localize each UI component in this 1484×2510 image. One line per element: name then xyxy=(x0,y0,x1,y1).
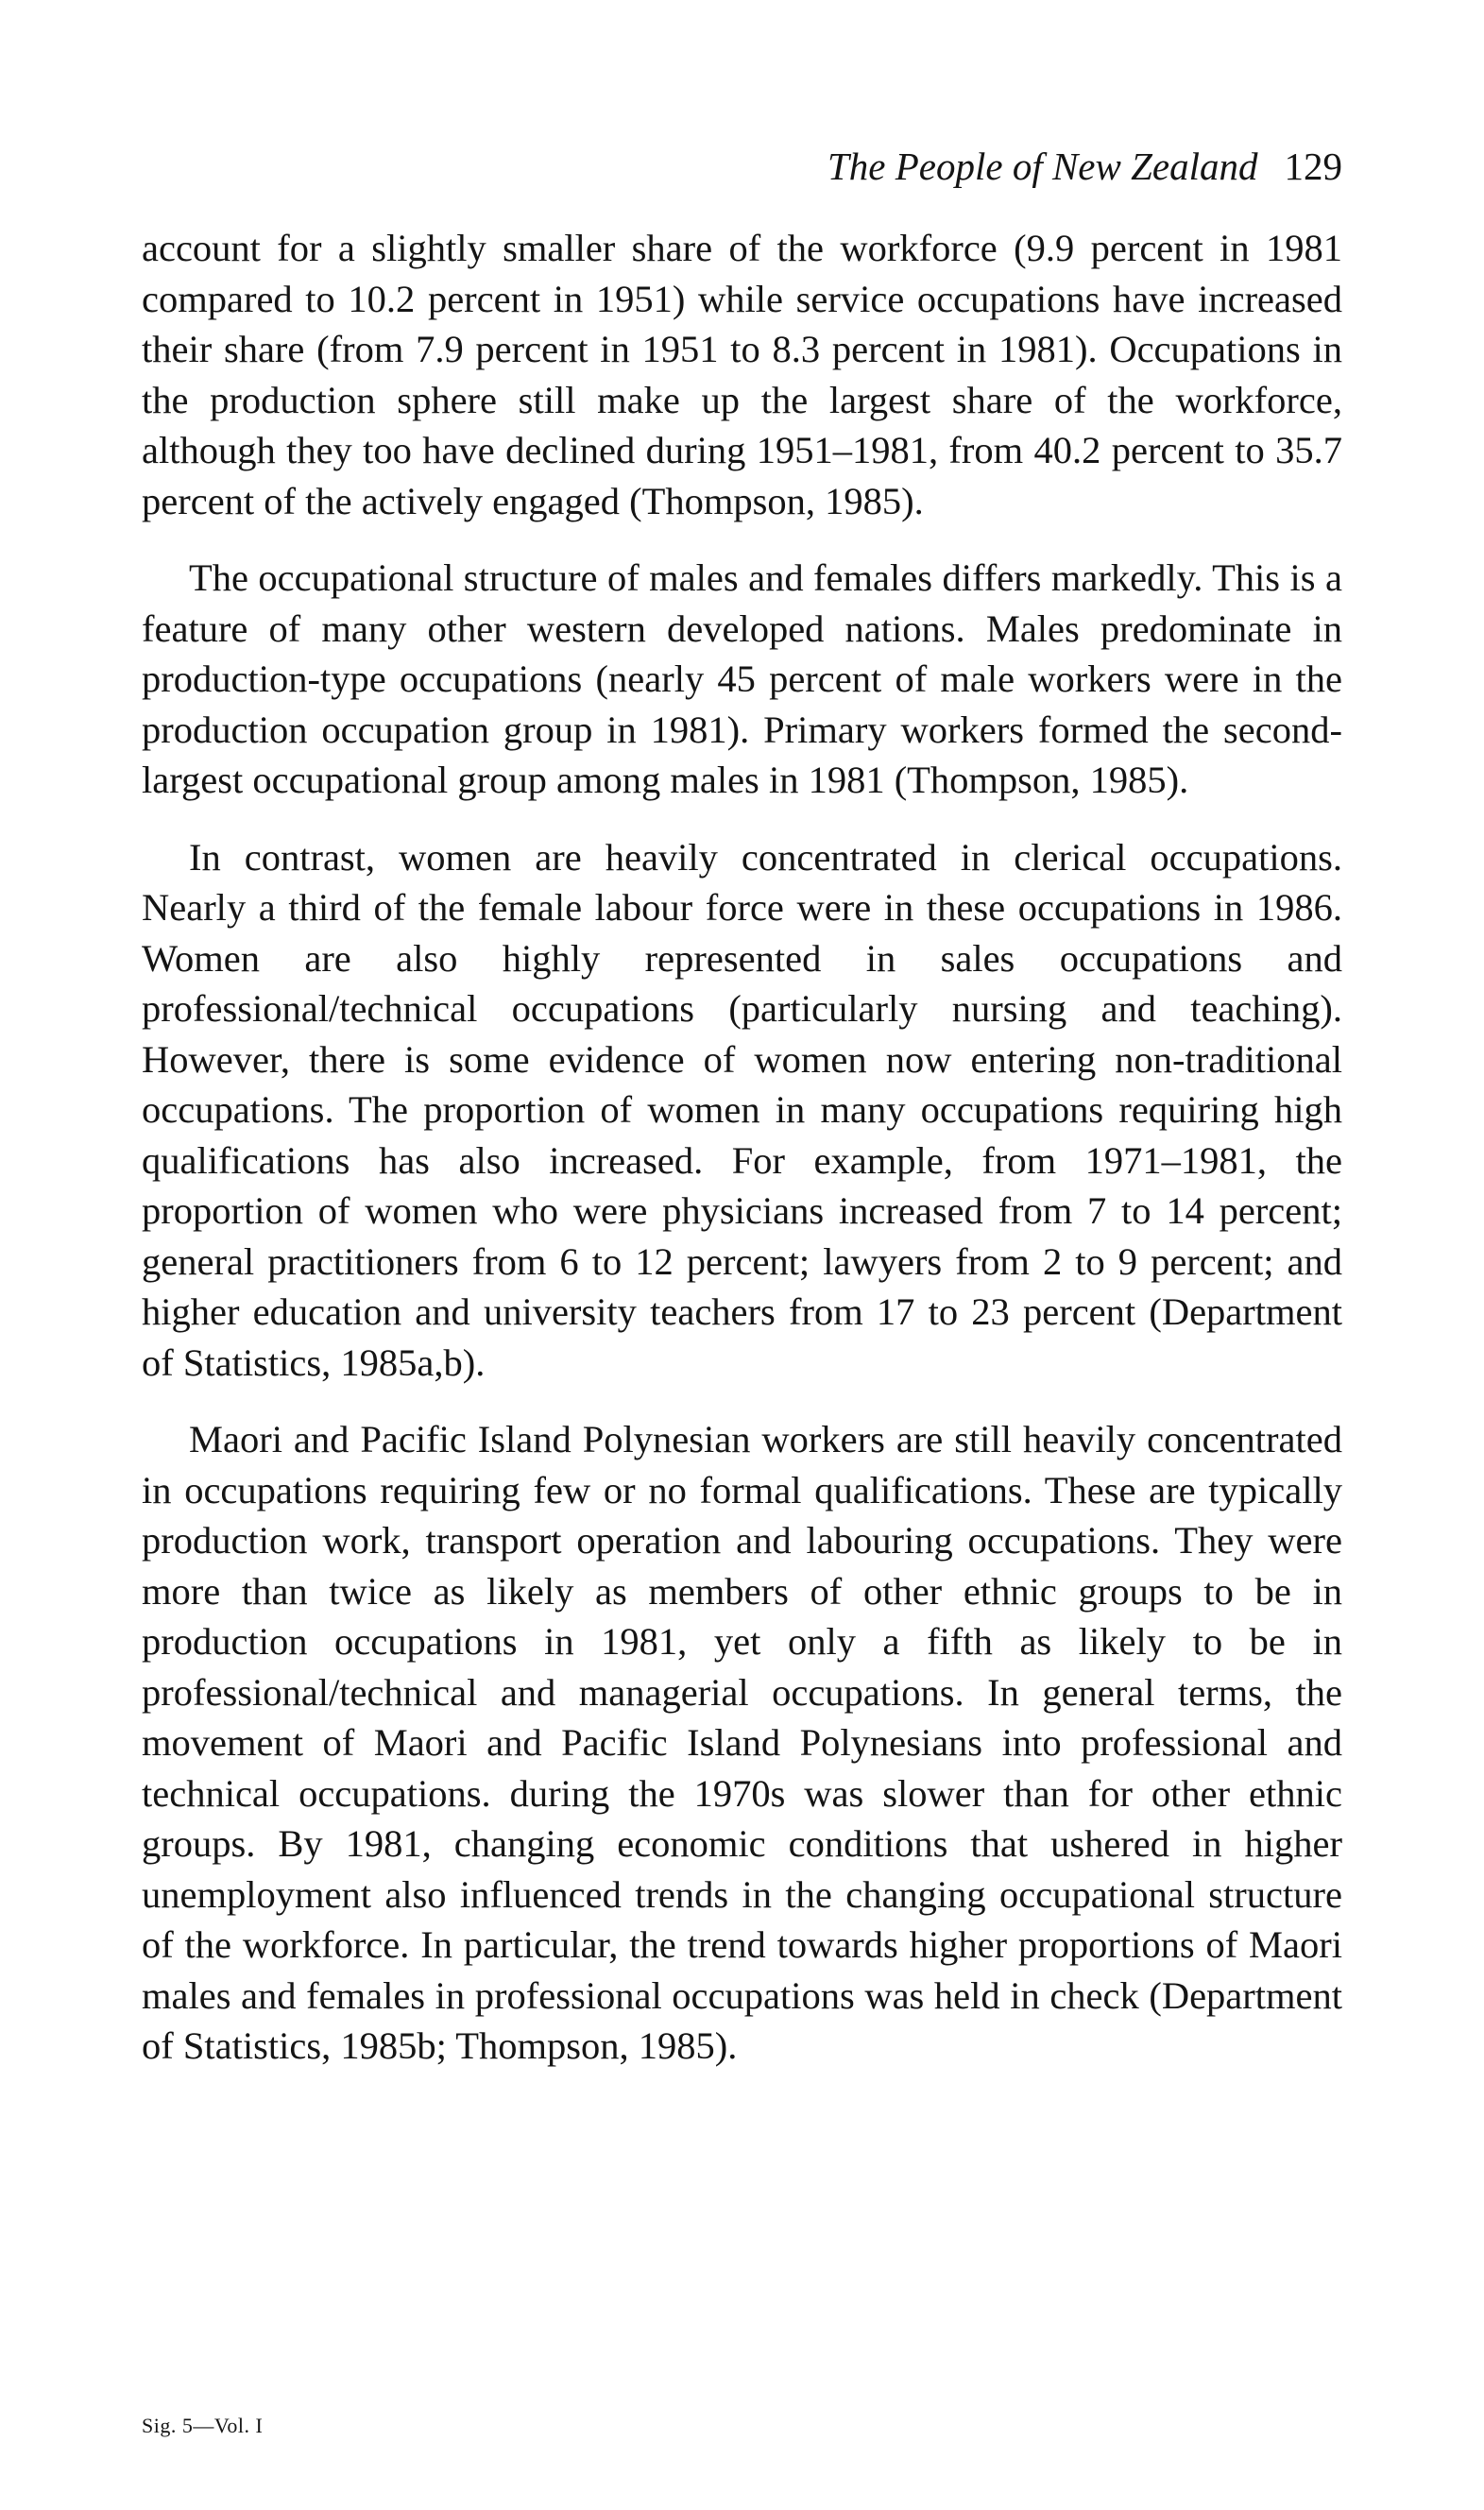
paragraph: In contrast, women are heavily concentrated in clerical occupations. Nearly a third of the female labour force were in these occupations in 1986. Women are also highly represented in sales occupations and professional/technical occupations (particularly nursing and teaching). However, there is some evidence of women now entering non-traditional occupations. The proportion of women in many occupations requiring high qualifications has also increased. For example, from 1971–1981, the proportion of women who were physicians increased from 7 to 14 percent; general practitioners from 6 to 12 percent; lawyers from 2 to 9 percent; and higher education and university teachers from 17 to 23 percent (Department of Statistics, 1985a,b). xyxy=(142,835,1342,1384)
paragraph-continued: account for a slightly smaller share of the workforce (9.9 percent in 1981 compared to 10.2 percent in 1951) while service occupations have increased their share (from 7.9 percent in 1951 to 8.3 percent in 1981). Occupations in the production sphere still make up the largest share of the workforce, although they too have declined during 1951–1981, from 40.2 percent to 35.7 percent of the actively engaged (Thompson, 1985). xyxy=(142,227,1342,522)
paragraph: The occupational structure of males and females differs markedly. This is a feature of many other western developed nations. Males predominate in production-type occupations (nearly 45 percent of male workers were in the production occupation group in 1981). Primary workers formed the second-largest occupational group among males in 1981 (Thompson, 1985). xyxy=(142,556,1342,801)
paragraph: Maori and Pacific Island Polynesian workers are still heavily concentrated in occupations requiring few or no formal qualifications. These are typically production work, transport operation and labouring occupations. They were more than twice as likely as members of other ethnic groups to be in production occupations in 1981, yet only a fifth as likely to be in professional/technical and managerial occupations. In general terms, the movement of Maori and Pacific Island Polynesians into professional and technical occupations. during the 1970s was slower than for other ethnic groups. By 1981, changing economic conditions that ushered in higher unemployment also influenced trends in the changing occupational structure of the workforce. In particular, the trend towards higher proportions of Maori males and females in professional occupations was held in check (Department of Statistics, 1985b; Thompson, 1985). xyxy=(142,1418,1342,2067)
running-title: The People of New Zealand xyxy=(827,145,1258,188)
signature-mark: Sig. 5—Vol. I xyxy=(142,2414,264,2437)
body-text xyxy=(142,223,1342,2098)
running-head xyxy=(827,144,1342,189)
page-number: 129 xyxy=(1284,145,1342,188)
